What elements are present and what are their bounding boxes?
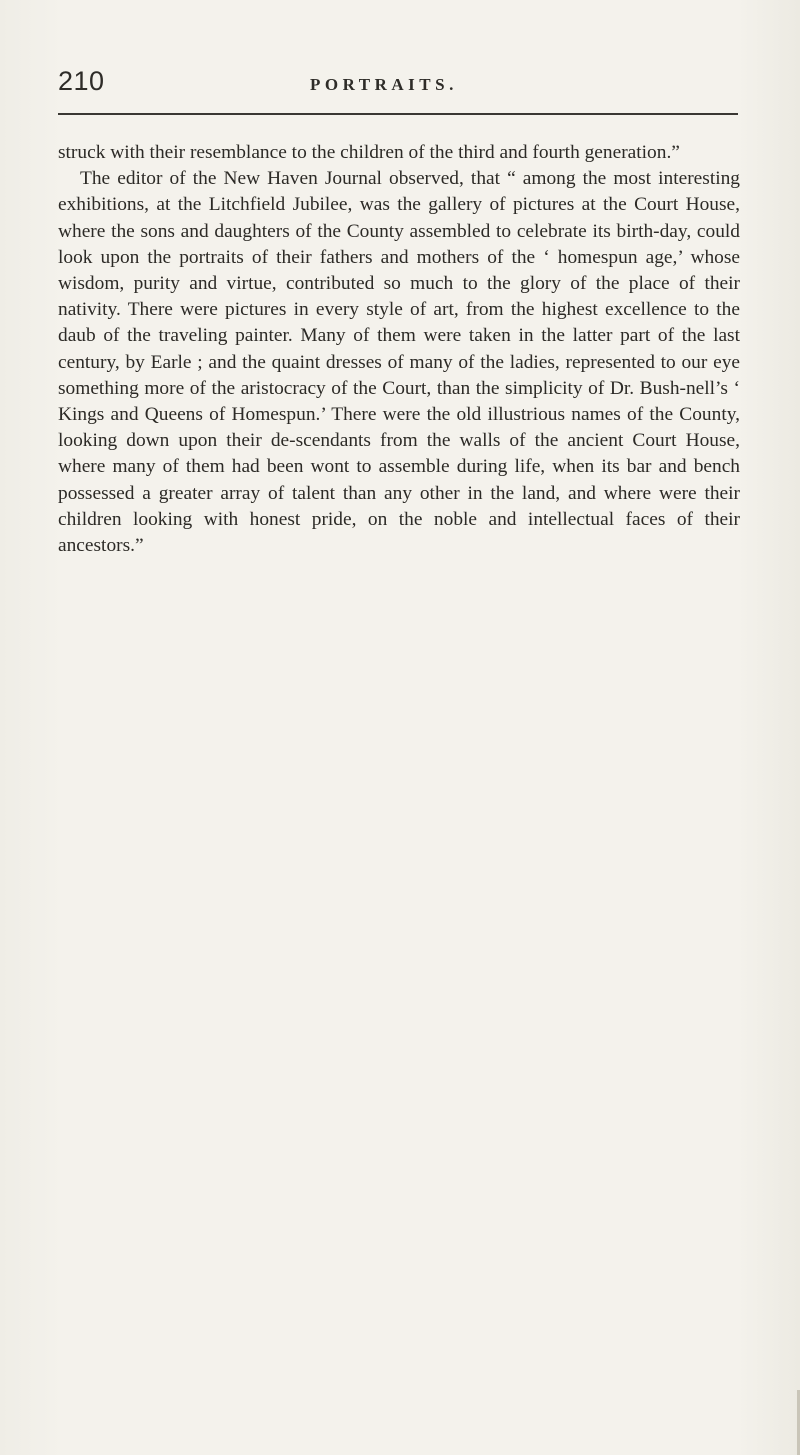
running-title: PORTRAITS. [310,75,458,94]
running-head [58,66,738,106]
paragraph-quote: The editor of the New Haven Journal observed, that “ among the most interesting exhibitions, at the Litchfield Jubilee, was the gallery of pictures at the Court House, where the sons and daughters of the County assembled to celebrate its birth-day, could look upon the portraits of their fathers and mothers of the ‘ homespun age,’ whose wisdom, purity and virtue, contributed so much to the glory of the place of their nativity. There were pictures in every style of art, from the highest excellence to the daub of the traveling painter. Many of them were taken in the latter part of the last century, by Earle ; and the quaint dresses of many of the ladies, represented to our eye something more of the aristocracy of the Court, than the simplicity of Dr. Bush-nell’s ‘ Kings and Queens of Homespun.’ There were the old illustrious names of the County, looking down upon their de-scendants from the walls of the ancient Court House, where many of them had been wont to assemble during life, when its bar and bench possessed a greater array of talent than any other in the land, and where were their children looking with honest pride, on the noble and intellectual faces of their ancestors.” [58,168,740,557]
paragraph-continuation: struck with their resemblance to the children of the third and fourth generation.” [58,142,680,163]
body-text [58,140,740,559]
header-rule [58,113,738,115]
page-number: 210 [58,66,105,96]
